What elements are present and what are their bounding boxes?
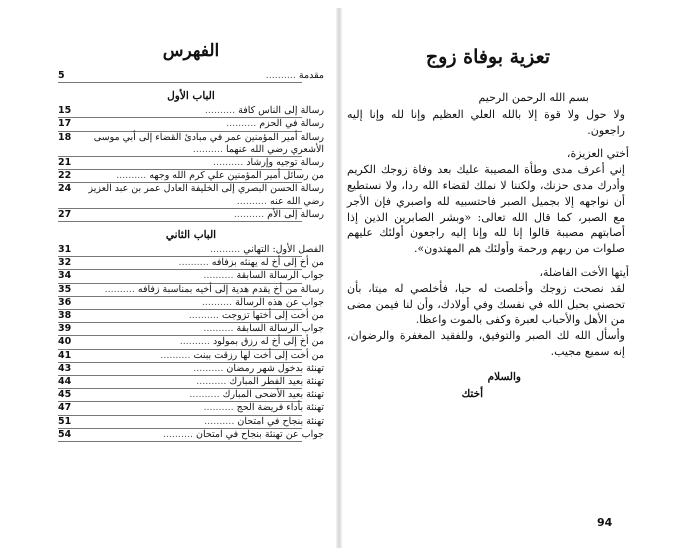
index-entry: [58, 257, 324, 269]
index-entry-page: 36: [58, 296, 72, 308]
index-entry: [58, 429, 324, 441]
index-leader-dots: ..........: [116, 170, 150, 182]
index-entry-label: مقدمة: [298, 70, 324, 81]
index-entry: [58, 350, 324, 362]
index-leader-dots: ..........: [189, 389, 223, 401]
index-entry-label: جواب الرسالة السابقة: [236, 323, 324, 335]
index-entry-label: تهنئة بدخول شهر رمضان: [226, 362, 324, 374]
index-leader-dots: ..........: [178, 257, 212, 269]
index-leader-dots: ..........: [209, 244, 244, 256]
index-entry-page: 27: [58, 208, 72, 220]
index-divider: [58, 441, 302, 442]
index-entry: [58, 336, 324, 348]
index-page: [58, 40, 324, 442]
index-entry-label: الفصل الأول: التهاني: [243, 244, 324, 256]
letter-title: تعزية بوفاة زوج: [425, 46, 551, 68]
index-entry-label: جواب عن تهنئة بنجاح في امتحان: [196, 428, 324, 440]
index-entry-page: 43: [58, 362, 72, 374]
book-gutter: [336, 8, 342, 548]
index-entry-label: من رسائل أمير المؤمنين علي كرم الله وجهه: [149, 170, 324, 182]
index-entry-page: 35: [58, 283, 72, 295]
index-leader-dots: ..........: [192, 143, 227, 155]
index-entry: [58, 170, 324, 182]
index-leader-dots: ..........: [204, 415, 238, 427]
index-leader-dots: ..........: [233, 208, 268, 220]
index-divider: [58, 82, 302, 83]
index-entry-label: تهنئة بأداء فريضة الحج: [236, 402, 324, 414]
index-entry-label: رسالة أمير المؤمنين عمر في مبادئ القضاء إلى أبي موسى الأشعري رضي الله عنهما: [93, 131, 324, 155]
index-entry-page: 32: [58, 257, 72, 269]
index-leader-dots: ..........: [160, 349, 194, 361]
index-chapter-title: الباب الثاني: [165, 229, 217, 242]
letter-greeting-2: أيتها الأخت الفاضلة،: [539, 265, 629, 279]
index-leader-dots: ..........: [226, 118, 260, 130]
index-entry-page: 38: [58, 310, 72, 322]
index-chapter-title: الباب الأول: [167, 90, 215, 103]
index-entry-label: رسالة إلى الأم: [267, 208, 324, 220]
index-list: [58, 70, 324, 442]
index-entry: [58, 310, 324, 322]
index-entry: [58, 416, 324, 428]
index-entry-label: رسالة الحسن البصري إلى الخليفة العادل عمر بن عبد العزيز رضي الله عنه: [88, 183, 324, 207]
index-entry-page: 51: [58, 415, 72, 427]
index-entry-page: 45: [58, 389, 72, 401]
index-entry-label: جواب الرسالة السابقة: [236, 270, 324, 282]
index-entry-page: 17: [58, 118, 72, 130]
letter-closing: والسلام: [487, 370, 521, 383]
index-entry-page: 44: [58, 376, 72, 388]
index-leader-dots: ..........: [203, 402, 237, 414]
basmala: بسم الله الرحمن الرحيم: [478, 91, 589, 104]
index-entry-page: 24: [58, 183, 72, 195]
index-entry: [58, 284, 324, 296]
index-leader-dots: ..........: [104, 283, 138, 295]
index-entry-label: من أخت إلى أخت لها رزقت ببنت: [193, 349, 324, 361]
index-entry-label: تهنئة بعيد الأضحى المبارك: [222, 389, 324, 401]
index-leader-dots: ..........: [193, 362, 227, 374]
index-entry-label: تهنئة بعيد الفطر المبارك: [229, 376, 324, 388]
index-entry-label: جواب عن هذه الرسالة: [235, 296, 324, 308]
index-entry-page: 18: [58, 131, 72, 143]
index-title: الفهرس: [162, 41, 220, 61]
index-divider: [58, 221, 302, 222]
letter-opening: ولا حول ولا قوة إلا بالله العلي العظيم وإنا لله وإنا إليه راجعون.: [347, 107, 625, 137]
index-entry-label: رسالة توجيه وإرشاد: [246, 157, 324, 169]
index-entry-page: 5: [58, 70, 65, 81]
letter-paragraph-2: لقد نصحت زوجك وأخلصت له حيا، فأخلصي له ميتا، بأن تحصني بحبل الله في نفسك وفي أولادك، وأن لنا فيمن مضى من الأهل والأحباب لعبرة وكفى بالموت واعظا.: [347, 281, 625, 327]
index-entry-page: 22: [58, 170, 72, 182]
index-entry: [58, 118, 324, 130]
page-number: 94: [597, 516, 613, 529]
index-entry-label: من أخ إلى أخ له رزق بمولود: [212, 336, 324, 348]
index-entry-label: رسالة من أخ يقدم هدية إلى أخيه بمناسبة زفافه: [137, 283, 324, 295]
index-leader-dots: ..........: [203, 270, 237, 282]
index-entry: [58, 157, 324, 169]
letter-signature: أختك: [461, 387, 483, 400]
letter-greeting-1: أختي العزيزة،: [566, 147, 629, 161]
index-entry: [58, 323, 324, 335]
letter-page: [347, 44, 629, 402]
index-leader-dots: ..........: [204, 105, 239, 117]
index-leader-dots: ..........: [188, 310, 222, 322]
index-entry: [58, 70, 324, 82]
index-entry-label: رسالة في الحزم: [259, 118, 324, 130]
index-entry-page: 21: [58, 157, 72, 169]
index-leader-dots: ..........: [196, 376, 230, 388]
index-entry: [58, 132, 324, 156]
index-entry: [58, 105, 324, 117]
index-entry: [58, 297, 324, 309]
index-entry-page: 54: [58, 428, 72, 440]
index-entry-label: رسالة إلى الناس كافة: [238, 105, 324, 117]
letter-paragraph-3: وأسأل الله لك الصبر والتوفيق، وللفقيد المغفرة والرضوان، إنه سميع مجيب.: [347, 329, 625, 358]
index-entry-page: 39: [58, 323, 72, 335]
index-entry-label: تهنئة بنجاح في امتحان: [237, 415, 324, 427]
index-entry: [58, 389, 324, 401]
index-leader-dots: ..........: [213, 157, 247, 169]
index-entry: [58, 183, 324, 207]
index-entry: [58, 244, 324, 256]
index-entry: [58, 402, 324, 414]
index-entry: [58, 270, 324, 282]
index-leader-dots: ..........: [162, 428, 197, 440]
index-leader-dots: ..........: [265, 70, 299, 81]
index-entry-page: 40: [58, 336, 72, 348]
index-entry-page: 31: [58, 244, 72, 256]
letter-paragraph-1: إني أعرف مدى وطأة المصيبة عليك بعد وفاة زوجك الكريم وأدرك مدى حزنك، ولكننا لا نملك لقضاء الله ردا، ولا نستطيع أن نواجهه إلا بجميل الصبر فاحتسبيه لله واصبري فإن الأجر مع الصبر، كما قال الله تعالى: «وبشر الصابرين الذين إذا أصابتهم مصيبة قالوا إنا لله وإنا إليه راجعون أولئك عليهم صلوات من ربهم ورحمة وأولئك هم المهتدون».: [347, 163, 625, 256]
index-entry-label: من أخ إلى أخ له يهنئه بزفافه: [211, 257, 324, 269]
index-entry-label: من أخت إلى أختها تزوجت: [221, 310, 324, 322]
index-leader-dots: ..........: [203, 323, 237, 335]
index-leader-dots: ..........: [201, 296, 236, 308]
index-entry-page: 15: [58, 105, 72, 117]
index-entry-page: 41: [58, 349, 72, 361]
index-entry-page: 47: [58, 402, 72, 414]
index-leader-dots: ..........: [236, 195, 270, 207]
index-entry: [58, 363, 324, 375]
index-leader-dots: ..........: [179, 336, 213, 348]
index-entry-page: 34: [58, 270, 72, 282]
index-entry: [58, 376, 324, 388]
index-entry: [58, 209, 324, 221]
